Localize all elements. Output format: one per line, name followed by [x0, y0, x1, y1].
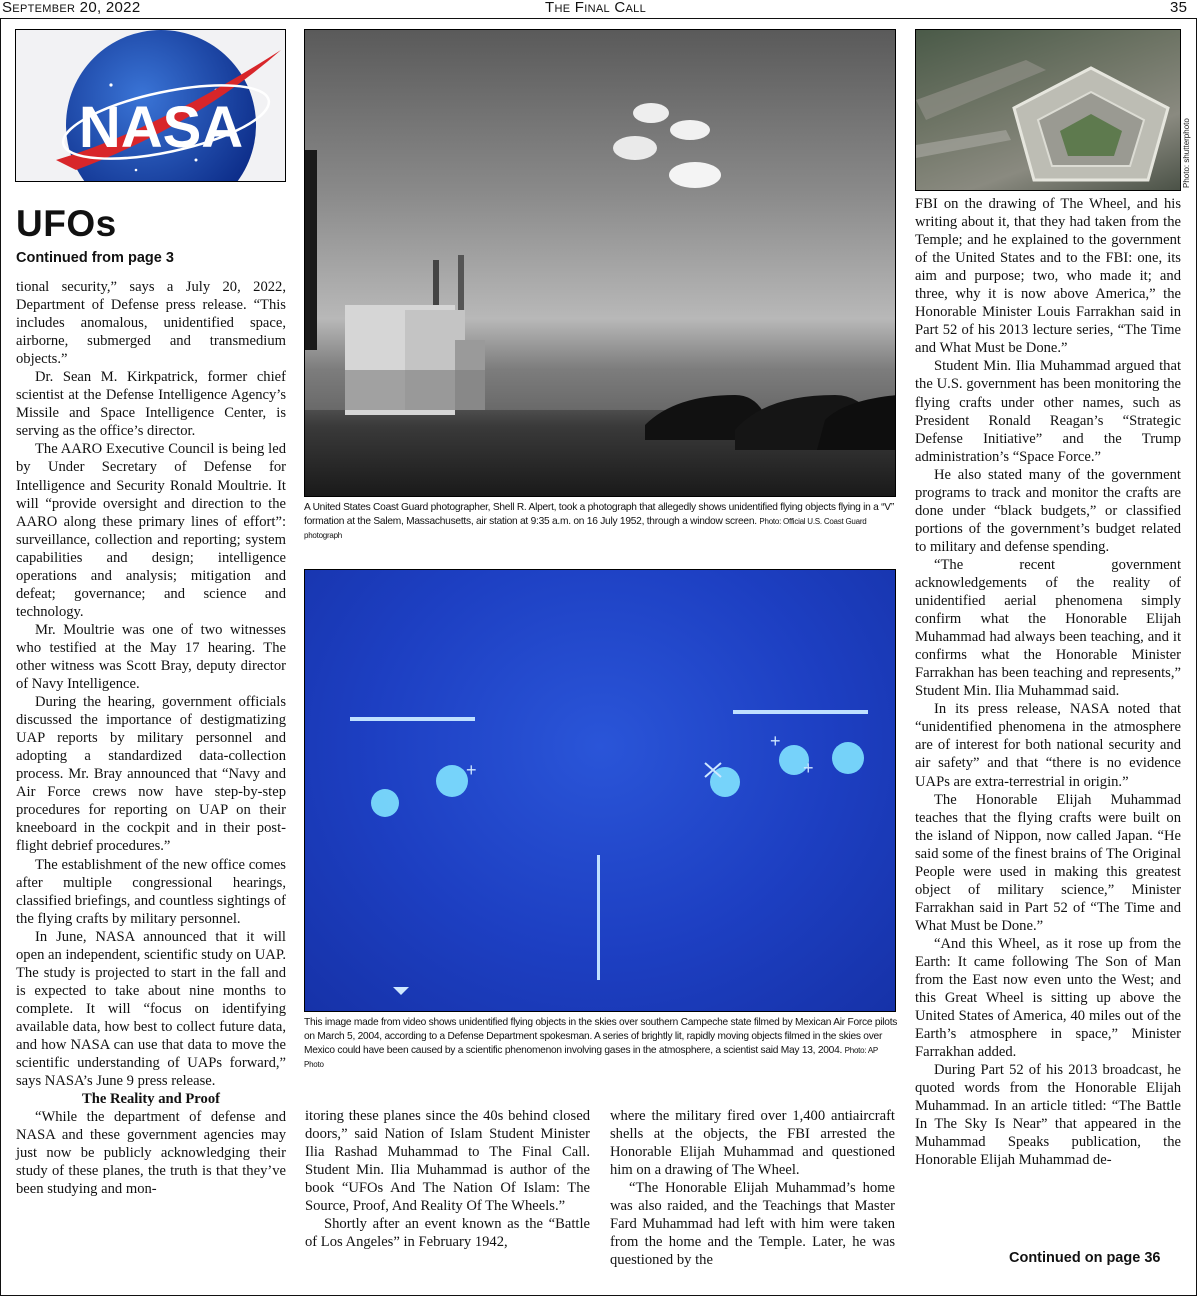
paragraph: Dr. Sean M. Kirkpatrick, former chief scientist at the Defense Intelligence Agency’s Missile and Space Intelligence Center, is serving as the office’s director.	[16, 369, 286, 440]
caption-text: A United States Coast Guard photographer, Shell R. Alpert, took a photograph that allegedly shows unidentified flying objects flying in a “V” formation at the Salem, Massachusetts, air station at 9:35 a.m. on 16 July 1952, through a window screen.	[304, 502, 894, 527]
hud-line	[733, 710, 868, 714]
coast-guard-scene	[305, 30, 896, 497]
pentagon-photo	[915, 29, 1181, 191]
paragraph: itoring these planes since the 40s behind closed doors,” said Nation of Islam Student Minister Ilia Rashad Muhammad to The Final Call. Student Min. Ilia Muhammad is author of the book “UFOs And The Nation Of Islam: The Source, Proof, And Reality Of The Wheels.”	[305, 1108, 590, 1215]
svg-text:+: +	[770, 731, 781, 751]
ufo-light	[633, 103, 669, 123]
ufo-light	[669, 162, 721, 188]
paragraph: tional security,” says a July 20, 2022, Department of Defense press release. “This includes anomalous, unidentified space, airborne, submerged and transmedium objects.”	[16, 279, 286, 368]
publication-name: The Final Call	[545, 0, 647, 16]
paragraph: In June, NASA announced that it will open an independent, scientific study on UAP. The study is projected to start in the fall and is expected to take about nine months to complete. It will “focus on identifying available data, how best to collect future data, and how NASA can use that data to move the scientific understanding of UAPs forward,” says NASA’s June 9 press release.	[16, 928, 286, 1090]
continued-from: Continued from page 3	[16, 250, 174, 266]
nasa-logo	[15, 29, 286, 182]
coast-guard-photo	[304, 29, 896, 497]
page-number: 35	[1170, 0, 1188, 16]
photo-credit: Photo: AP Photo	[304, 1046, 878, 1069]
svg-text:+: +	[803, 758, 814, 778]
pentagon-photo-credit: Photo: shutterphoto	[1182, 118, 1191, 188]
ufo-light	[371, 789, 399, 817]
ufo-light	[436, 765, 468, 797]
caption-text: This image made from video shows unidentified flying objects in the skies over southern Campeche state filmed by Mexican Air Force pilots on March 5, 2004, according to a Defense Department spokesman. A series of brightly lit, rapidly moving objects filmed in the skies over Mexico could have been caused by a scientific phenomenon involving gases in the atmosphere, a scientist said May 13, 2004.	[304, 1017, 898, 1056]
hud-marker	[393, 987, 409, 995]
paragraph: “The Honorable Elijah Muhammad’s home was also raided, and the Teachings that Master Fard Muhammad had left with him were taken from the home and the Temple. Later, he was questioned by the	[610, 1180, 895, 1269]
paragraph: FBI on the drawing of The Wheel, and his writing about it, that they had taken from the Temple; and he explained to the government of the United States and to the FBI: one, its aim and purpose; two, who made it; and three, why it is now above America,” the Honorable Minister Louis Farrakhan said in Part 52 of his 2013 lecture series, “The Time and What Must be Done.”	[915, 196, 1181, 357]
page-header	[0, 0, 1200, 18]
hud-line	[597, 855, 600, 980]
article-column-4	[915, 195, 1181, 1170]
headline: UFOs	[16, 203, 117, 244]
subhead: The Reality and Proof	[82, 1091, 220, 1108]
ufo-light	[670, 120, 710, 140]
hud-line	[350, 717, 475, 721]
paragraph: “And this Wheel, as it rose up from the Earth: It came following The Son of Man from the East now even unto the West; and this Great Wheel is sitting up above the United States of America, 40 miles out of the Earth’s atmosphere in space,” Minister Farrakhan added.	[915, 935, 1181, 1061]
paragraph: During the hearing, government officials discussed the importance of destigmatizing UAP reports by military personnel and adopting a standardized data-collection process. Mr. Bray announced that “Navy and Air Force crews now have step-by-step procedures for reporting on UAP on their kneeboard in the cockpit and in their post-flight debrief procedures.”	[16, 694, 286, 855]
pentagon-scene	[916, 30, 1181, 191]
paragraph: During Part 52 of his 2013 broadcast, he quoted words from the Honorable Elijah Muhammad. In an article titled: “The Battle In The Sky Is Near” that appeared in the Muhammad Speaks publication, the Honorable Elijah Muhammad de-	[915, 1062, 1181, 1169]
paragraph: “The recent government acknowledgements of the reality of unidentified aerial phenomena simply confirm what the Honorable Elijah Muhammad had always been teaching, and it confirms what the Honorable Minister Farrakhan has been teaching and represents,” Student Min. Ilia Muhammad said.	[915, 556, 1181, 700]
ufo-light	[613, 136, 657, 160]
ufo-light	[832, 742, 864, 774]
nasa-wordmark: NASA	[78, 95, 244, 160]
paragraph: The AARO Executive Council is being led by Under Secretary of Defense for Intelligence and Security Ronald Moultrie. It will “provide oversight and direction to the AARO along these primary lines of effort”: surveillance, collection and reporting; system capabilities and design; intelligence operations and analysis; mitigation and defeat; governance; and science and technology.	[16, 441, 286, 620]
paragraph: Student Min. Ilia Muhammad argued that the U.S. government has been monitoring the flying crafts under other names, such as President Ronald Reagan’s “Strategic Defense Initiative” and the Trump administration’s “Space Force.”	[915, 358, 1181, 465]
nasa-logo-graphic	[16, 30, 286, 182]
svg-text:+: +	[466, 760, 477, 780]
paragraph: The establishment of the new office comes after multiple congressional hearings, classified briefings, and countless sightings of the flying crafts by military personnel.	[16, 856, 286, 927]
issue-date: September 20, 2022	[2, 0, 141, 16]
paragraph: where the military fired over 1,400 antiaircraft shells at the objects, the FBI arrested the Honorable Elijah Muhammad and questioned him on a drawing of The Wheel.	[610, 1108, 895, 1179]
paragraph: Mr. Moultrie was one of two witnesses who testified at the May 17 hearing. The other witness was Scott Bray, deputy director of Navy Intelligence.	[16, 621, 286, 693]
continued-on: Continued on page 36	[1009, 1250, 1161, 1266]
coast-guard-caption	[304, 501, 898, 543]
paragraph: The Honorable Elijah Muhammad teaches that the flying crafts were built on the island of Nippon, now called Japan. “He said some of the finest brains of The Original People were used in making this greatest object of military science,” Minister Farrakhan said in Part 52 of “The Time and What Must be Done.”	[915, 791, 1181, 934]
article-column-2	[305, 1107, 590, 1251]
article-column-3	[610, 1107, 895, 1269]
paragraph: In its press release, NASA noted that “unidentified phenomena in the atmosphere are of interest for both national security and air safety” and that “there is no evidence UAPs are extra-terrestrial in origin.”	[915, 701, 1181, 790]
mexico-ufo-photo	[304, 569, 896, 1012]
article-column-1	[16, 278, 286, 1198]
photo-credit: Photo: Official U.S. Coast Guard photograph	[304, 517, 867, 540]
mexico-caption	[304, 1016, 898, 1072]
paragraph: Shortly after an event known as the “Battle of Los Angeles” in February 1942,	[305, 1216, 590, 1251]
paragraph: “While the department of defense and NASA and these government agencies may just now be publicly acknowledging their study of these planes, the truth is that they’ve been studying and mon-	[16, 1109, 286, 1198]
paragraph: He also stated many of the government programs to track and monitor the crafts are done under “black budgets,” or classified portions of the government’s budget related to military and defense spending.	[915, 466, 1181, 555]
infrared-scene	[305, 570, 896, 1012]
